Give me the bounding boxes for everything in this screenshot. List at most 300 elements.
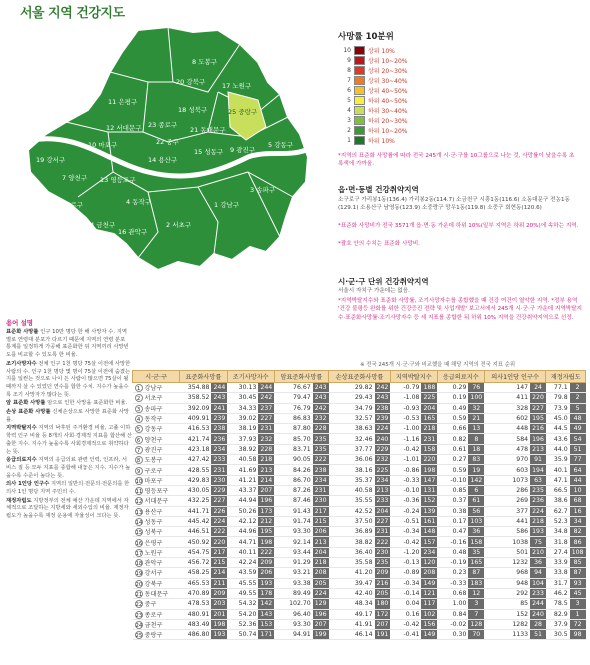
value-cell: 93.21: [274, 568, 313, 578]
legend-swatch: [354, 116, 365, 125]
district-cell: [133, 588, 180, 598]
district-name: 서대문구: [144, 498, 169, 506]
explanation-item: [6, 457, 132, 480]
district-name: 중랑구: [144, 632, 163, 640]
value-cell: 77.1: [546, 383, 570, 393]
district-jongno: 23 종로구: [148, 121, 178, 129]
national-rank-cell: 244: [260, 384, 273, 392]
value-cell: 34.79: [329, 403, 375, 413]
national-rank-cell: 224: [213, 518, 226, 525]
value-cell: 501: [484, 547, 530, 557]
value-cell: 42.24: [227, 558, 258, 568]
national-rank-cell: 194: [532, 466, 544, 474]
value-cell: 429.83: [180, 475, 212, 485]
national-rank-cell: 229: [213, 487, 226, 495]
value-cell: 41.21: [227, 475, 258, 485]
explanation-term: 손상 표준화 사망률: [6, 409, 51, 416]
legend-label: 하위 10~20%: [368, 128, 408, 136]
value-cell: 377: [484, 506, 530, 516]
table-row: [133, 413, 586, 423]
value-cell: 42.40: [329, 588, 375, 598]
district-name: 송파구: [144, 405, 163, 413]
national-rank-cell: 239: [376, 415, 389, 423]
national-rank-cell: 147: [423, 476, 436, 484]
rank-badge: 8: [135, 456, 143, 464]
district-gangbuk: 20 강북구: [176, 78, 206, 86]
national-rank-cell: 36: [530, 558, 546, 568]
value-cell: 450.92: [180, 537, 212, 547]
national-rank-cell: 51: [570, 444, 586, 454]
national-rank-cell: 2: [570, 393, 586, 403]
legend-row: [338, 126, 578, 136]
national-rank-cell: 211: [213, 579, 226, 587]
national-rank-cell: 235: [532, 487, 544, 495]
national-rank-cell: 18: [468, 444, 484, 454]
value-cell: 79.47: [274, 393, 313, 403]
map-legend: [338, 30, 578, 168]
value-cell: 83.71: [274, 444, 313, 454]
national-rank-cell: 235: [314, 445, 327, 453]
value-cell: 38.19: [227, 424, 258, 434]
national-rank-cell: 34: [570, 516, 586, 526]
legend-row: [338, 116, 578, 126]
national-rank-cell: 216: [532, 425, 544, 433]
national-rank-cell: 87: [468, 568, 484, 578]
district-geumcheon: 24 금천구: [86, 221, 116, 229]
district-table: [132, 370, 586, 640]
district-cell: [133, 403, 180, 413]
national-rank-cell: 44: [570, 475, 586, 485]
national-rank-cell: 213: [376, 487, 389, 495]
national-rank-cell: 198: [423, 466, 436, 474]
table-row: [133, 547, 586, 557]
national-rank-cell: 231: [260, 425, 273, 433]
district-name: 동작구: [144, 416, 163, 424]
district-name: 양천구: [144, 436, 163, 444]
national-rank-cell: 131: [423, 487, 436, 495]
legend-number: 9: [347, 57, 351, 65]
district-guro: 6 구로구: [58, 201, 84, 209]
national-rank-cell: 234: [423, 548, 436, 556]
national-rank-cell: 203: [213, 600, 226, 608]
legend-swatch: [354, 96, 365, 105]
value-cell: 41.20: [329, 568, 375, 578]
value-cell: 91.74: [274, 516, 313, 526]
value-cell: 40.11: [227, 547, 258, 557]
rank-badge: 22: [135, 602, 143, 609]
national-rank-cell: 224: [376, 425, 389, 433]
national-rank-cell: 195: [260, 528, 273, 536]
seoul-district-map: [18, 22, 318, 277]
value-cell: -0.86: [390, 465, 421, 475]
value-cell: 94.91: [274, 630, 313, 640]
national-rank-cell: 238: [314, 466, 327, 474]
rank-badge: 7: [135, 446, 143, 454]
national-rank-cell: 243: [314, 394, 327, 402]
value-cell: 84.26: [274, 465, 313, 475]
national-rank-cell: 156: [423, 620, 436, 628]
table-header-cell: 조기사망자수: [227, 371, 274, 383]
table-row: [133, 599, 586, 609]
national-rank-cell: 28: [530, 619, 546, 629]
national-rank-cell: 193: [532, 528, 544, 536]
national-rank-cell: 207: [260, 487, 273, 495]
value-cell: 354.88: [180, 383, 212, 393]
table-row: [133, 537, 586, 547]
value-cell: 152: [484, 609, 530, 619]
national-rank-cell: 104: [532, 579, 544, 587]
value-cell: 0.04: [390, 599, 421, 609]
value-cell: 0.16: [390, 609, 421, 619]
legend-number: 7: [347, 77, 351, 85]
national-rank-cell: 212: [260, 518, 273, 525]
national-rank-cell: 180: [376, 600, 389, 608]
value-cell: 41.91: [329, 619, 375, 629]
value-cell: 37.93: [227, 434, 258, 444]
national-rank-cell: 103: [470, 518, 483, 525]
district-gwangjin: 9 광진구: [230, 146, 256, 154]
table-row: [133, 630, 586, 640]
national-rank-cell: 220: [532, 394, 544, 402]
value-cell: 47.1: [546, 475, 570, 485]
national-rank-cell: 142: [470, 476, 483, 484]
district-seongdong: 15 성동구: [194, 148, 224, 156]
district-cell: [133, 465, 180, 475]
value-cell: 42.52: [329, 506, 375, 516]
national-rank-cell: 235: [376, 559, 389, 567]
value-cell: 456.72: [180, 558, 212, 568]
sigungu-title: 시·군·구 단위 건강취약지역: [338, 277, 429, 286]
table-row: [133, 393, 586, 403]
value-cell: -0.93: [390, 403, 421, 413]
national-rank-cell: 240: [532, 610, 544, 618]
district-jungnang: 25 중랑구: [228, 108, 258, 116]
national-rank-cell: 142: [260, 600, 273, 608]
legend-note: *지역의 표준화 사망률에 따라 전국 245개 시·군·구를 10그룹으로 나눈 것, 사망률이 낮을수록 초록색에 가까움.: [338, 152, 575, 167]
value-cell: 35.58: [329, 558, 375, 568]
national-rank-cell: 234: [314, 476, 327, 484]
national-rank-cell: 82: [570, 527, 586, 537]
national-rank-cell: 148: [423, 528, 436, 536]
national-rank-cell: 217: [314, 507, 327, 515]
value-cell: 44.96: [227, 527, 258, 537]
national-rank-cell: 24: [530, 383, 546, 393]
national-rank-cell: 206: [260, 569, 273, 577]
national-rank-cell: 198: [213, 620, 226, 628]
value-cell: 36.06: [329, 455, 375, 465]
legend-row: [338, 106, 578, 116]
national-rank-cell: 16: [570, 506, 586, 516]
district-name: 성동구: [144, 519, 163, 526]
value-cell: 38.92: [227, 444, 258, 454]
national-rank-cell: 196: [532, 435, 544, 443]
national-rank-cell: 228: [314, 425, 327, 433]
legend-swatch: [354, 136, 365, 145]
value-cell: 34.8: [546, 527, 570, 537]
national-rank-cell: 121: [423, 590, 436, 598]
table-row: [133, 475, 586, 485]
value-cell: 62.7: [546, 506, 570, 516]
national-rank-cell: 233: [532, 590, 544, 598]
table-row: [133, 465, 586, 475]
value-cell: 40.1: [546, 465, 570, 475]
district-name: 강서구: [144, 570, 163, 578]
rank-badge: 13: [135, 509, 143, 516]
national-rank-cell: 173: [260, 507, 273, 515]
national-rank-cell: 54: [570, 434, 586, 444]
national-rank-cell: 35: [468, 547, 484, 557]
national-rank-cell: 68: [570, 496, 586, 506]
table-row: [133, 444, 586, 454]
value-cell: 92.14: [274, 537, 313, 547]
national-rank-cell: 244: [213, 384, 226, 392]
table-row: [133, 527, 586, 537]
legend-row: [338, 96, 578, 106]
national-rank-cell: 201: [213, 610, 226, 618]
value-cell: -0.10: [390, 485, 421, 495]
value-cell: 968: [484, 568, 530, 578]
table-row: [133, 506, 586, 516]
district-dongdaemun: 21 동대문구: [190, 126, 226, 134]
explanation-term: 재정자립도: [6, 497, 32, 504]
value-cell: 0.59: [437, 465, 468, 475]
value-cell: 49.55: [227, 588, 258, 598]
district-gwanak: 16 관악구: [118, 228, 148, 236]
value-cell: 445.42: [180, 516, 212, 526]
national-rank-cell: 5: [570, 403, 586, 413]
explanation-text: 암으로 인한 사망을 표준화한 비율.: [47, 400, 128, 407]
legend-swatch: [354, 46, 365, 55]
rank-badge: 5: [135, 425, 143, 433]
value-cell: 478.53: [180, 599, 212, 609]
national-rank-cell: 220: [423, 456, 436, 464]
national-rank-cell: 12: [468, 588, 484, 598]
national-rank-cell: 244: [532, 600, 544, 608]
value-cell: -0.14: [390, 588, 421, 598]
national-rank-cell: 117: [423, 600, 436, 608]
value-cell: 1.00: [437, 599, 468, 609]
legend-swatch: [354, 56, 365, 65]
value-cell: 87.80: [274, 424, 313, 434]
value-cell: -0.34: [390, 527, 421, 537]
district-cell: [133, 485, 180, 495]
national-rank-cell: 172: [376, 610, 389, 618]
national-rank-cell: 232: [260, 435, 273, 443]
legend-row: [338, 56, 578, 66]
value-cell: 76.67: [274, 383, 313, 393]
rank-badge: 12: [135, 499, 143, 506]
sigungu-text: 서울시 자치구 가운데는 없음.: [338, 288, 410, 294]
value-cell: 44.0: [546, 444, 570, 454]
national-rank-cell: 171: [260, 631, 273, 639]
value-cell: 483.49: [180, 619, 212, 629]
value-cell: 93.44: [274, 547, 313, 557]
value-cell: 42.12: [227, 516, 258, 526]
district-yangcheon: 7 양천구: [62, 174, 88, 182]
rank-badge: 20: [135, 581, 143, 588]
vuln-text: 소구로구 가리봉1동(136.4) 가리봉2동(114.7) 소금천구 시흥1동(116.6) 소동대문구 전농1동(129.1) 소용산구 남영동(123.9) 소중랑구 망우1동(119.8) 소중구 회현동(120.6): [338, 197, 570, 212]
legend-rows: [338, 46, 578, 146]
national-rank-cell: 3: [570, 599, 586, 609]
rank-badge: 4: [135, 415, 143, 423]
national-rank-cell: 228: [260, 445, 273, 453]
national-rank-cell: 157: [423, 538, 436, 546]
national-rank-cell: 227: [260, 415, 273, 423]
national-rank-cell: 102: [423, 610, 436, 618]
national-rank-cell: 51: [530, 630, 546, 640]
sigungu-note: *지역박탈지수와 표준화 사망률, 조기사망자수를 종합했을 때 건강 여건이 열악한 지역. *정부 용역 '건강 불평등 완화를 위한 건강증진 전략 및 사업개발' 보고서에서 245개 시·군·구 가운데 지역박탈지수·표준화사망률·조기사망자수 등 세 지표를 종합한 뒤 하위 10% 지역을 건강취약지역으로 선정.: [338, 298, 582, 321]
legend-label: 상위 10%: [368, 48, 395, 56]
value-cell: 43.6: [546, 434, 570, 444]
national-rank-cell: 178: [260, 590, 273, 598]
district-cell: [133, 383, 180, 393]
value-cell: 85.70: [274, 434, 313, 444]
value-cell: -0.53: [390, 413, 421, 423]
legend-row: [338, 136, 578, 146]
value-cell: 87.26: [274, 485, 313, 495]
explanation-text: 인구 10만 명당 한 해 사망자 수. 지역별로 연령대 분포가 다르기 때문에 지역의 연령 분포 통계를 일정하게 가공해 표준화한 뒤 지역끼리 사망빈도를 비교할 수 있도록 한 비율.: [6, 329, 129, 359]
value-cell: 93.30: [274, 527, 313, 537]
value-cell: 432.25: [180, 496, 212, 506]
value-cell: 1038: [484, 537, 530, 547]
explanation-text: 지역의 낙후된 주거환경 비율, 고졸 이하 학력 인구 비율 등 8개의 사회·경제적 지표를 합산해 산출한 지수. 지수가 높을수록 사회경제적으로 취약하다는 뜻.: [6, 425, 132, 455]
explanation-text: 전체 인구 1천 명당 75살 이전에 사망한 사람의 수. 인구 1천 명당 몇 명이 75살 이전에 숨졌는지를 일컫는 것으로 나이 든 사람이 많으면 75살이 될 때까지 살 수 있었던 연수를 합한 수치. 지수가 높을수록 조기 사망자가 많다는 뜻.: [6, 360, 131, 398]
district-name: 강동구: [144, 426, 163, 434]
national-rank-cell: 153: [260, 620, 273, 628]
value-cell: 85: [484, 599, 530, 609]
value-cell: 32.57: [329, 413, 375, 423]
value-cell: 27.4: [546, 547, 570, 557]
national-rank-cell: 204: [314, 548, 327, 556]
value-cell: 409.91: [180, 413, 212, 423]
national-rank-cell: 8: [468, 434, 484, 444]
district-name: 용산구: [144, 508, 163, 516]
explanation-item: [6, 498, 132, 521]
value-cell: 0.85: [437, 485, 468, 495]
value-cell: -0.16: [437, 537, 468, 547]
value-cell: 31.7: [546, 578, 570, 588]
value-cell: 446.51: [180, 527, 212, 537]
district-name: 중구: [144, 601, 157, 609]
value-cell: -0.51: [390, 516, 421, 526]
national-rank-cell: 233: [376, 497, 389, 505]
national-rank-cell: 225: [376, 466, 389, 474]
district-seodaemun: 12 서대문구: [106, 124, 142, 132]
value-cell: 0.59: [437, 413, 468, 423]
value-cell: 30.5: [546, 630, 570, 640]
district-name: 도봉구: [144, 457, 163, 465]
district-cell: [133, 568, 180, 578]
explanation-item: [6, 400, 132, 408]
value-cell: 35.55: [329, 496, 375, 506]
value-cell: 32.46: [329, 434, 375, 444]
value-cell: -0.79: [390, 383, 421, 393]
value-cell: 39.47: [329, 578, 375, 588]
value-cell: 78.5: [546, 599, 570, 609]
national-rank-cell: 204: [423, 404, 436, 412]
national-rank-cell: 205: [376, 590, 389, 598]
national-rank-cell: 213: [314, 538, 327, 546]
national-rank-cell: 36: [468, 527, 484, 537]
district-name: 마포구: [144, 477, 163, 485]
value-cell: 33.8: [546, 568, 570, 578]
explanation-item: [6, 425, 132, 456]
national-rank-cell: 242: [314, 404, 327, 412]
value-cell: 411: [484, 393, 530, 403]
value-cell: 0.47: [437, 527, 468, 537]
national-rank-cell: 196: [260, 497, 273, 505]
national-rank-cell: 231: [423, 435, 436, 443]
district-cell: [133, 537, 180, 547]
national-rank-cell: 129: [314, 600, 327, 608]
explanation-text: 지역의 일반의·전문의·전문의를 한 의사 1인 명당 지역 주민의 수.: [6, 481, 130, 496]
value-cell: 454.75: [180, 547, 212, 557]
national-rank-cell: 237: [260, 404, 273, 412]
value-cell: 36.40: [329, 547, 375, 557]
legend-label: 하위 30~40%: [368, 108, 408, 116]
term-explanations: [6, 318, 132, 522]
national-rank-cell: 6: [468, 485, 484, 495]
value-cell: 0.27: [437, 455, 468, 465]
legend-swatch: [354, 66, 365, 75]
value-cell: 0.19: [437, 393, 468, 403]
value-cell: 430.05: [180, 485, 212, 495]
page-title: 서울 지역 건강지도: [20, 6, 125, 21]
explanation-text: 지역의 응급의료 관련 인력, 인프라, 서비스 질 등 모두 지표를 종합해 내놓은 지수. 지수가 높을수록 수준이 높다는 뜻.: [6, 457, 131, 479]
national-rank-cell: 220: [213, 538, 226, 546]
national-rank-cell: 143: [260, 610, 273, 618]
value-cell: 76.79: [274, 403, 313, 413]
district-name: 관악구: [144, 560, 163, 568]
legend-number: 2: [347, 127, 351, 135]
table-header-cell: 시·군·구: [133, 371, 180, 383]
table-row: [133, 455, 586, 465]
national-rank-cell: 193: [260, 579, 273, 587]
value-cell: 79.8: [546, 393, 570, 403]
national-rank-cell: 240: [376, 435, 389, 443]
table-row: [133, 609, 586, 619]
national-rank-cell: 225: [423, 394, 436, 402]
national-rank-cell: 216: [376, 579, 389, 587]
value-cell: 1073: [484, 475, 530, 485]
explanation-item: [6, 329, 132, 360]
national-rank-cell: 193: [213, 631, 226, 639]
national-rank-cell: 222: [376, 538, 389, 546]
national-rank-cell: 64: [570, 465, 586, 475]
value-cell: 38.6: [546, 496, 570, 506]
legend-swatch: [354, 76, 365, 85]
national-rank-cell: 218: [423, 425, 436, 433]
national-rank-cell: 227: [213, 497, 226, 505]
rank-badge: 25: [135, 633, 143, 640]
value-cell: 43.37: [227, 485, 258, 495]
national-rank-cell: 214: [213, 569, 226, 577]
legend-number: 1: [347, 137, 351, 145]
district-cell: [133, 413, 180, 423]
value-cell: 328: [484, 403, 530, 413]
table-note: ※ 전국 245개 시·군·구와 비교했을 때 해당 지역의 전국 지표 순위: [360, 362, 516, 368]
rank-badge: 17: [135, 550, 143, 557]
legend-number: 6: [347, 87, 351, 95]
district-cell: [133, 516, 180, 526]
district-cell: [133, 547, 180, 557]
value-cell: 486.80: [180, 630, 212, 640]
value-cell: 0.68: [437, 588, 468, 598]
table-row: [133, 424, 586, 434]
value-cell: 147: [484, 383, 530, 393]
value-cell: 428.55: [180, 465, 212, 475]
value-cell: 0.84: [437, 609, 468, 619]
